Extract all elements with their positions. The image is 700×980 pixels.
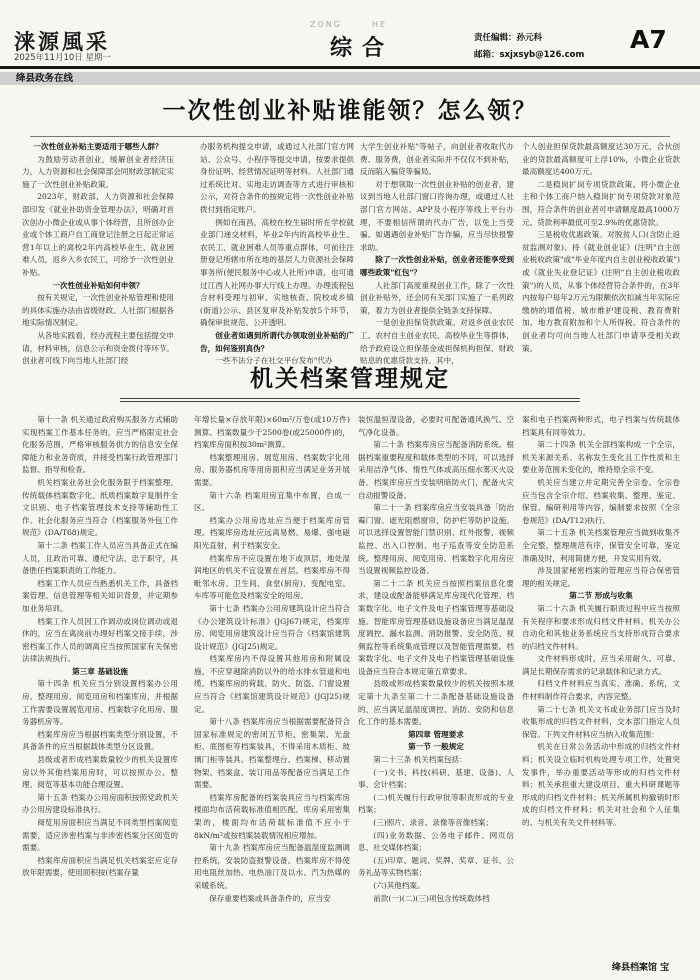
paragraph: 第十七条 档案办公用房建筑设计应当符合《办公建筑设计标准》(JGJ67)规定，档案库房、阅览用房建筑设计应当符合《档案馆建筑设计规范》(JGJ25)规定。 (194, 603, 350, 651)
masthead-rule (0, 66, 700, 69)
paragraph: (二)机关履行行政审批等职责形成的专业档案； (358, 792, 514, 815)
paragraph: 县级或形成档案数量较少的机关按照本规定第十九条至第二十二条配备基础设施设备的，应当满足温湿度调控、消防、安防和信息化工作的基本需要。 (358, 679, 514, 727)
paragraph: 2023年，财政部、人力资源和社会保障部印发《就业补助资金管理办法》，明确对首次创办小微企业或从事个体经营，且所创办企业或个体工商户自工商登记注册之日起正常运营1年以上的离校2年内高校毕业生、就业困难人员，返乡入乡农民工，可给予一次性创业补贴。 (22, 192, 174, 277)
paragraph: 第二十七条 机关文书或业务部门应当及时收集形成的归档文件材料，交本部门指定人员保管。下列文件材料应当纳入收集范围： (522, 704, 680, 739)
paragraph: 二是稳岗扩岗专项贷款政策。将小微企业主和个体工商户纳入稳岗扩岗专项贷款对象范围，符合条件的创业者可申请额度最高1000万元、贷款利率最低可至2.9%的优惠贷款。 (522, 179, 680, 227)
paragraph: 第十六条 档案用房宜集中布置，自成一区。 (194, 490, 350, 513)
paragraph: 对于想领取一次性创业补贴的创业者，建议到当地人社部门窗口咨询办理，或通过人社部门官方网站、APP及小程序等线上平台办理，不要相信所谓的代办广告，以免上当受骗。如遇遇创业补贴广告诈骗，应当尽快报警求助。 (360, 179, 514, 252)
article2-column-3 (358, 414, 514, 956)
paragraph: 第十二条 档案工作人员应当具备正式在编人员，且政治可靠、遵纪守法、忠于职守，具备胜任档案职责的工作能力。 (22, 540, 178, 576)
paragraph: 办服务机构提交申请，或通过人社部门官方网站、公众号、小程序等提交申请，按要求提供身份证明、经营情况证明等材料。人社部门通过系统比对、实地走访调查等方式进行审核和公示，对符合条件的按规定将一次性创业补贴拨付到指定账户。 (200, 142, 354, 214)
paragraph: 机关在日常公务活动中形成的归档文件材料；机关设立临时机构处理专项工作，处置突发事件，举办重要活动等形成的归档文件材料；机关承担重大建设项目、重大科研课题等形成的归档文件材料；机关所属机构撤销时形成的归档文件材料；机关对社会和个人征集的、与机关有关文件材料等。 (522, 742, 680, 827)
editor-info (474, 30, 584, 64)
paragraph: 个人创业担保贷款最高额度达30万元，合伙创业的贷款最高额度可上浮10%，小微企业贷款最高额度达400万元。 (522, 142, 680, 177)
paragraph: 一些不法分子在社交平台发布"代办 (215, 356, 333, 366)
paragraph: 第十九条 档案库房应当配备温湿度监测调控系统，安装防盗报警设备。档案库房不得使用电阻丝加热、电热油汀及以水、汽为热媒的采暖系统。 (194, 843, 350, 890)
paragraph: 档案库房配备的档案装具应当与档案库房楼面均布活荷载标准值相匹配。库房采用密集架的，楼面均布活荷载标准值不应小于8kN/m²或按档案装载情况相应增加。 (194, 792, 350, 840)
paragraph: 涉及国家秘密档案的管理应当符合保密管理的相关规定。 (522, 566, 680, 588)
paragraph: 装恒温恒湿设备，必要时可配备通风换气、空气净化设备。 (358, 415, 514, 437)
paragraph: 案和电子档案两种形式，电子档案与传统载体档案具有同等效力。 (522, 415, 680, 437)
paragraph: (六)其他档案。 (373, 880, 425, 890)
paragraph: 第二十一条 档案库房应当安装具备「防治霉门窗、遮光阻燃窗帘，防护栏等防护设施。可以选择设置智能门禁识别、红外报警、视频监控、出入口控制、电子巡查等安全防范系统。整理用房、阅览用房、档案数字化用房应当设置视频监控设备。 (358, 503, 514, 576)
section-pinyin-left: ZONG (310, 20, 342, 29)
paragraph: 机关档案业务社会化服务限于档案整理、传统载体档案数字化、纸质档案数字复制件全文识别、电子档案管理技术支持等辅助性工作。社会化服务应当符合《档案服务外包工作规范》(DA/T68)规定。 (22, 477, 178, 538)
paragraph: 归档文件材料应当真实、准确、系统，文件材料制作符合要求，内容完整。 (522, 679, 680, 702)
paragraph: 县级或者形成档案数量较少的机关设置库房以外其他档案用房时，可以按照办公、整理、阅览等基本功能合理设置。 (22, 755, 178, 790)
subheading: 第四章 管理要求 (408, 729, 464, 739)
paragraph: 机关应当建立并定期完善全宗卷。全宗卷应当包含全宗介绍、档案收集、整理、鉴定、保管、编研利用等内容，编制要求按照《全宗卷规范》(DA/T12)执行。 (522, 477, 680, 525)
paragraph: 按有关规定，一次性创业补贴管理和使用的具体实施办法由省级财政、人社部门根据各地实际情况制定。 (22, 293, 174, 328)
article2-source: 绛县档案馆 宝 (612, 963, 670, 973)
masthead (0, 0, 700, 72)
paragraph: 大学生创业补贴"等帖子，向创业者收取代办费、服务费，创业者实际并不仅仅不到补贴，反而陷入骗贷等骗局。 (360, 142, 514, 177)
paragraph: 第二十六条 机关履行职责过程中应当按照有关程序和要求形成归档文件材料。机关办公自动化和其他业务系统应当支持形成符合要求的归档文件材料。 (522, 603, 680, 651)
editor-email: 邮箱：sxjxsyb@126.com (474, 50, 585, 60)
paragraph: 档案库房不应设置在地下或顶层，地处湿润地区的机关不宜设置在首层。档案库房不得毗邻水房、卫生间、食堂(厨房)、变配电室、车库等可能危及档案安全的用房。 (194, 553, 350, 601)
paragraph: 文件材料形成时，应当采用耐久、可靠、满足长期保存需求的记录载体和记录方式。 (522, 654, 680, 676)
article2-column-1 (22, 414, 178, 956)
paragraph: (五)印章、题词、奖牌、奖章、证书、公务礼品等实物档案； (358, 855, 514, 878)
paragraph: 第二十条 档案库房应当配备消防系统。根据档案重要程度和载体类型的不同，可以选择采用洁净气体、惰性气体或高压细水雾灭火设备。档案库房应当安装明暗防火门，配备火灾自动报警设备。 (358, 440, 514, 500)
paragraph: 为鼓励劳动者创业，缓解创业者经济压力，人力资源和社会保障部会同财政部制定实施了一次性创业补贴政策。 (22, 154, 174, 189)
subheading: 创业者如遇到所谓代办领取创业补贴的广告，如何鉴别真伪？ (200, 330, 354, 353)
article2-headline: 机关档案管理规定 (250, 365, 450, 392)
article1-column-2 (200, 141, 354, 366)
paragraph: 档案工作人员因工作调动或岗位调动或退休的，应当在离岗前办理好档案交接手续，涉密档案工作人员的调离应当按照国家有关保密法律法规执行。 (22, 616, 178, 664)
subheading: 第一节 一般规定 (408, 742, 464, 752)
paragraph: 第二十四条 机关全部档案构成一个全宗，机关来源关系、名称发生变化且工作性质和主要业务范围未变化的，维持原全宗不变。 (522, 440, 680, 475)
section-pinyin-right: HE (372, 20, 388, 29)
paragraph: 第二十三条 机关档案包括： (373, 755, 467, 765)
subheading: 第二节 形成与收集 (569, 591, 633, 601)
paragraph: 档案库房面积应当满足机关档案室应定存放年限需要，使用面积按(档案存量 (22, 855, 178, 878)
column-name: 绛县政务在线 (16, 73, 74, 84)
paragraph: 阅览用房面积应当满足不同类型档案阅览需要，适应涉密档案与非涉密档案分区阅览的需要。 (22, 818, 178, 853)
paper-name: 涞源風采 (14, 29, 110, 54)
editor-name: 责任编辑：孙元科 (474, 33, 543, 43)
paragraph: (四)业务数据、公务电子邮件、网页信息、社交媒体档案； (358, 830, 514, 853)
headline2-rule-bottom (120, 401, 580, 402)
headline2-rule-top (120, 398, 580, 399)
paragraph: 人社部门高度重视创业工作，除了一次性创业补贴外，还会同有关部门实施了一系列政策，着力为创业者提供全链条支持保障。 (360, 280, 514, 315)
headline1-rule (30, 136, 670, 137)
paragraph: 第十五条 档案办公用房面积按照党政机关办公用房建设标准执行。 (22, 792, 178, 815)
paragraph: 前款(一)(二)(三)项包含传统载体档 (373, 893, 490, 903)
paragraph: 三是税收优惠政策。对脱贫人口(含防止返贫监测对象)、持《就业创业证》(注明"自主创业税收政策"或"毕业年度内自主创业税收政策")或《就业失业登记证》(注明"自主创业税收政策")的人员，从事个体经营符合条件的，在3年内按每户每年2万元为限额依次扣减当年实际应缴纳的增值税、城市维护建设税、教育费附加、地方教育附加和个人所得税。符合条件的创业者均可向当地人社部门申请享受相关政策。 (522, 230, 680, 353)
paragraph: 档案库房内不得设置其他用房和附属设施，不应穿越除消防以外的给水排水管道和电缆。档案库房的荷载、防火、防盗、门窗设置应当符合《档案馆建筑设计规范》(JGJ25)规定。 (194, 654, 350, 714)
subheading: 一次性创业补贴如何申领？ (52, 280, 144, 290)
subheading: 一次性创业补贴主要适用于哪些人群？ (33, 142, 163, 151)
paragraph: 第十八条 档案库房应当根据需要配备符合国家标准规定的密闭五节柜、密集架、光盘柜、底图柜等档案装具，不得采用木质柜、玻璃门柜等装具。档案整理台、档案梯、移动置物架、档案盒、装订用品等配备应当满足工作需要。 (194, 717, 350, 790)
article2-column-2 (194, 414, 350, 956)
subheading: 除了一次性创业补贴，创业者还能享受到哪些政策"红包"？ (360, 255, 514, 277)
paragraph: 保存重要档案或具备条件的，应当安 (209, 893, 331, 903)
paragraph: 例如在南昌，高校在校生届时所在学校就业部门递交材料，毕业2年内的高校毕业生、农民工、就业困难人员等重点群体，可前往注册登记所辖市所在地的基层人力资源社会保障事务所(便民服务中心或人社所)申请，也可通过江西人社网办事大厅线上办理。办理流程包含材料受理与初审、实地核查、院校或乡镇(街道)公示、县区复审及补贴发放5个环节，确保审批规范、公开透明。 (200, 217, 354, 328)
paragraph: 第二十五条 机关档案管理应当做到收集齐全完整，整理规范有序，保管安全可靠，鉴定准确及时，利用简捷方便，开发实用有效。 (522, 528, 680, 563)
issue-date: 2025年11月10日 星期一 (14, 53, 111, 63)
paragraph: 一是创业担保贷款政策。对返乡创业农民工、农村自主创业农民、高校毕业生等群体，给予政府设立担保基金或担保机构担保、财政贴息的优惠贷款支持。其中， (360, 318, 514, 366)
paragraph: 档案办公用房选址应当便于档案库房管理。档案库房选址应远离易燃、易爆、强电磁阳光直射，利于档案安全。 (194, 515, 350, 550)
paragraph: 第二十二条 机关应当按照档案信息化要求，建设或配备能够满足库房现代化管理、档案数字化、电子文件及电子档案管理等基础设施。智能库房管理基础设施设备应当满足温湿度调控、漏水监测、消防报警、安全防范、视频监控等系统集成管理以及智能管理需要。档案数字化、电子文件及电子档案管理基础设施设备应当符合本规定第五章要求。 (358, 578, 514, 676)
article2-column-4 (522, 414, 680, 956)
column-banner (0, 72, 700, 85)
paragraph: 年增长量×存放年限)×60m²/万卷(或10万件)测算。档案数量少于2500卷(或25000件)的，档案库房面积按30m²测算。 (194, 415, 350, 450)
paragraph: (一)文书、科技(科研、基建、设备)、人事、会计档案； (358, 767, 514, 790)
article2-header (0, 352, 700, 410)
paragraph: (三)照片、录音、录像等音像档案； (373, 818, 494, 827)
paragraph: 档案库房应当根据档案类型分别设置，不具备条件的应当根据载体类型分区设置。 (22, 729, 178, 752)
paragraph: 档案整理用房、展览用房、档案数字化用房、服务器机房等用房面积应当满足业务开展需要。 (194, 452, 350, 487)
paragraph: 第十四条 机关应当分别设置档案办公用房、整理用房、阅览用房和档案库房，并根据工作需要设置展览用房、档案数字化用房、服务器机房等。 (22, 679, 178, 727)
paragraph: 第十一条 机关通过政府购买服务方式辅助实现档案工作基本任务的，应当严格限定社会化服务范围，严格审核服务供方的信息安全保障能力和业务资质，并接受档案行政管理部门监督、指导和检查。 (22, 415, 178, 475)
subheading: 第三章 基础设施 (72, 666, 128, 676)
paragraph: 档案工作人员应当熟悉机关工作，具备档案管理、信息管理等相关知识背景，并定期参加业务培训。 (22, 578, 178, 613)
article1-column-4 (522, 141, 680, 353)
article1-column-3 (360, 141, 514, 366)
paragraph: 从各地实践看，经办流程主要包括提交申请，材料审核，信息公示和资金拨付等环节。创业者可线下向当地人社部门经 (22, 330, 174, 366)
article1-headline: 一次性创业补贴谁能领？怎么领？ (162, 97, 538, 124)
page-number: A7 (630, 25, 667, 54)
section-title: 综合 (330, 35, 395, 61)
article1-column-1 (22, 141, 174, 366)
